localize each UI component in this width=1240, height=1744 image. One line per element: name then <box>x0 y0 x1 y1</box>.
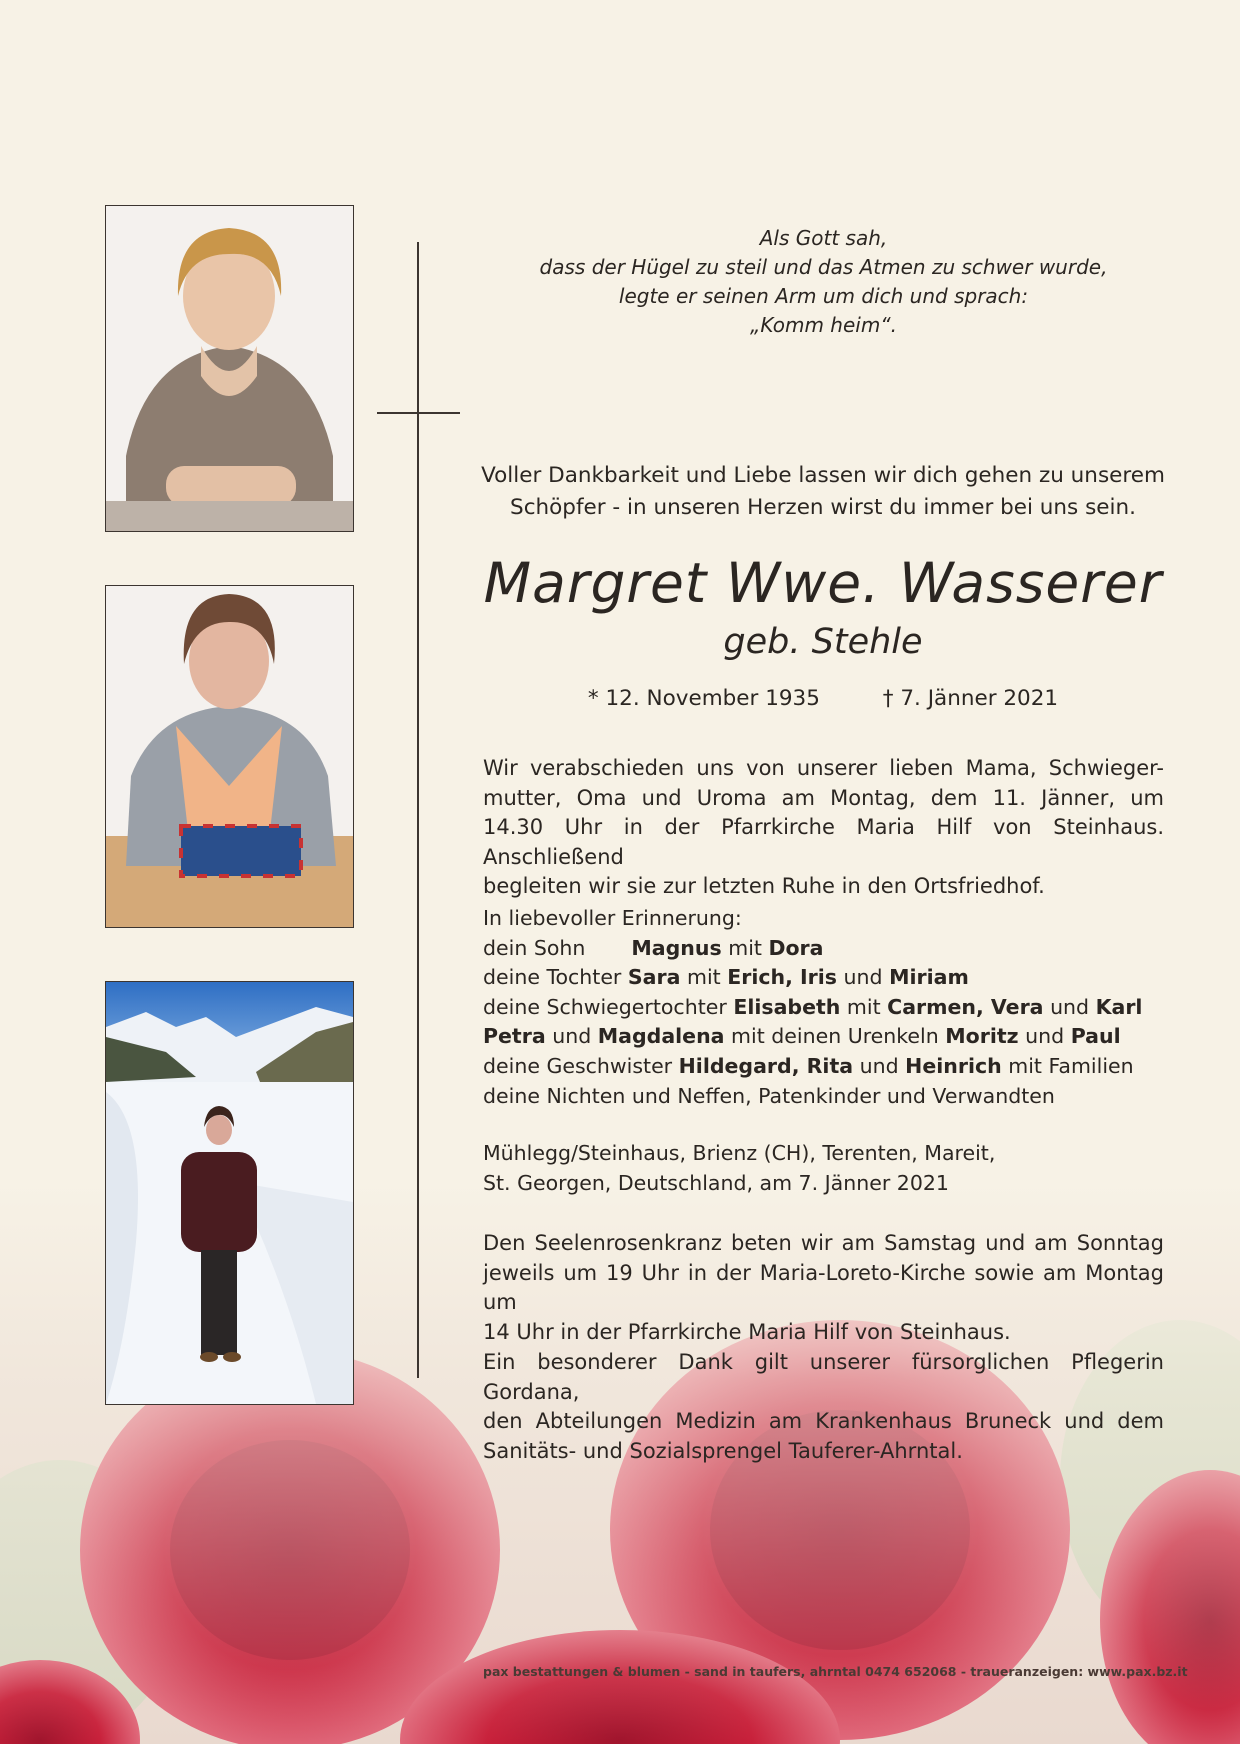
intro-line: Schöpfer - in unseren Herzen wirst du immer bei uns sein. <box>510 495 1136 520</box>
connector: mit <box>728 935 762 960</box>
relative-name: Miriam <box>889 965 969 990</box>
connector: und <box>859 1053 899 1078</box>
funeral-home-footer: pax bestattungen & blumen - sand in taufers, ahrntal 0474 652068 - traueranzeigen: www.pax.bz.it <box>483 1664 1188 1679</box>
family-line-grandchildren <box>483 1022 1164 1052</box>
relative-name: Petra <box>483 1024 546 1049</box>
thanks-line: Ein besonderer Dank gilt unserer fürsorglichen Pflegerin Gordana, <box>483 1350 1164 1404</box>
relation-label: deine Geschwister <box>483 1053 673 1078</box>
relative-name: Dora <box>768 935 824 960</box>
relative-name: Karl <box>1095 994 1143 1019</box>
family-line-relatives: deine Nichten und Neffen, Patenkinder und Verwandten <box>483 1083 1055 1108</box>
relative-name: Elisabeth <box>733 994 841 1019</box>
relation-label: mit Familien <box>1008 1053 1134 1078</box>
portrait-photo-1 <box>105 205 354 532</box>
rosary-line: 14 Uhr in der Pfarrkirche Maria Hilf von Steinhaus. <box>483 1319 1011 1344</box>
farewell-line: 14.30 Uhr in der Pfarrkirche Maria Hilf von Steinhaus. Anschließend <box>483 815 1164 869</box>
family-line-siblings <box>483 1052 1164 1082</box>
intro-text <box>470 460 1176 524</box>
places-line: Mühlegg/Steinhaus, Brienz (CH), Terenten, Mareit, <box>483 1141 996 1165</box>
connector: und <box>552 1024 592 1049</box>
family-line-son <box>483 934 1164 964</box>
poem <box>483 224 1164 340</box>
life-dates <box>470 684 1176 714</box>
poem-line: dass der Hügel zu steil und das Atmen zu schwer wurde, <box>539 255 1108 279</box>
farewell-paragraph <box>483 754 1164 902</box>
family-list <box>483 904 1164 1111</box>
farewell-line: Wir verabschieden uns von unserer lieben Mama, Schwieger- <box>483 756 1164 780</box>
relative-name: Magdalena <box>597 1024 725 1049</box>
farewell-line: begleiten wir sie zur letzten Ruhe in den Ortsfriedhof. <box>483 874 1045 899</box>
relative-name: Carmen, Vera <box>887 994 1044 1019</box>
snow-photo <box>105 981 354 1405</box>
death-date: † 7. Jänner 2021 <box>882 686 1059 711</box>
birth-date: * 12. November 1935 <box>587 686 820 711</box>
connector: und <box>1025 1024 1065 1049</box>
relation-label: deine Schwiegertochter <box>483 994 727 1019</box>
connector: mit <box>686 965 721 990</box>
maiden-name: geb. Stehle <box>723 622 923 662</box>
thanks-line: Sanitäts- und Sozialsprengel Tauferer-Ahrntal. <box>483 1438 963 1463</box>
rosary-line: jeweils um 19 Uhr in der Maria-Loreto-Kirche sowie am Montag um <box>483 1260 1164 1315</box>
farewell-line: mutter, Oma und Uroma am Montag, dem 11. Jänner, um <box>483 785 1164 810</box>
relation-label: deine Tochter <box>483 965 622 990</box>
cross-horizontal-line <box>377 412 460 414</box>
relative-name: Magnus <box>631 935 722 960</box>
poem-line: legte er seinen Arm um dich und sprach: <box>618 284 1029 308</box>
thanks-line: den Abteilungen Medizin am Krankenhaus Bruneck und dem <box>483 1409 1164 1434</box>
relative-name: Erich, Iris <box>727 965 837 990</box>
deceased-name: Margret Wwe. Wasserer <box>483 551 1163 615</box>
connector: und <box>843 965 883 990</box>
relative-name: Heinrich <box>905 1053 1002 1078</box>
intro-line: Voller Dankbarkeit und Liebe lassen wir dich gehen zu unserem <box>481 463 1165 488</box>
places-and-date <box>483 1139 1164 1198</box>
portrait-photo-2 <box>105 585 354 928</box>
thanks-paragraph <box>483 1348 1164 1466</box>
relative-name: Moritz <box>945 1024 1019 1049</box>
relation-label: mit deinen Urenkeln <box>731 1024 939 1049</box>
poem-line: Als Gott sah, <box>759 226 888 250</box>
connector: mit <box>846 994 881 1019</box>
relative-name: Sara <box>627 965 681 990</box>
relative-name: Hildegard, Rita <box>678 1053 854 1078</box>
family-line-daughter-in-law <box>483 993 1164 1023</box>
rosary-line: Den Seelenrosenkranz beten wir am Samstag und am Sonntag <box>483 1231 1164 1255</box>
relation-label: dein Sohn <box>483 935 586 960</box>
places-line: St. Georgen, Deutschland, am 7. Jänner 2021 <box>483 1170 949 1195</box>
connector: und <box>1050 994 1090 1019</box>
relative-name: Paul <box>1070 1024 1121 1049</box>
family-heading: In liebevoller Erinnerung: <box>483 906 742 930</box>
poem-line: „Komm heim“. <box>749 313 898 337</box>
rosary-paragraph <box>483 1229 1164 1347</box>
family-line-daughter <box>483 963 1164 993</box>
